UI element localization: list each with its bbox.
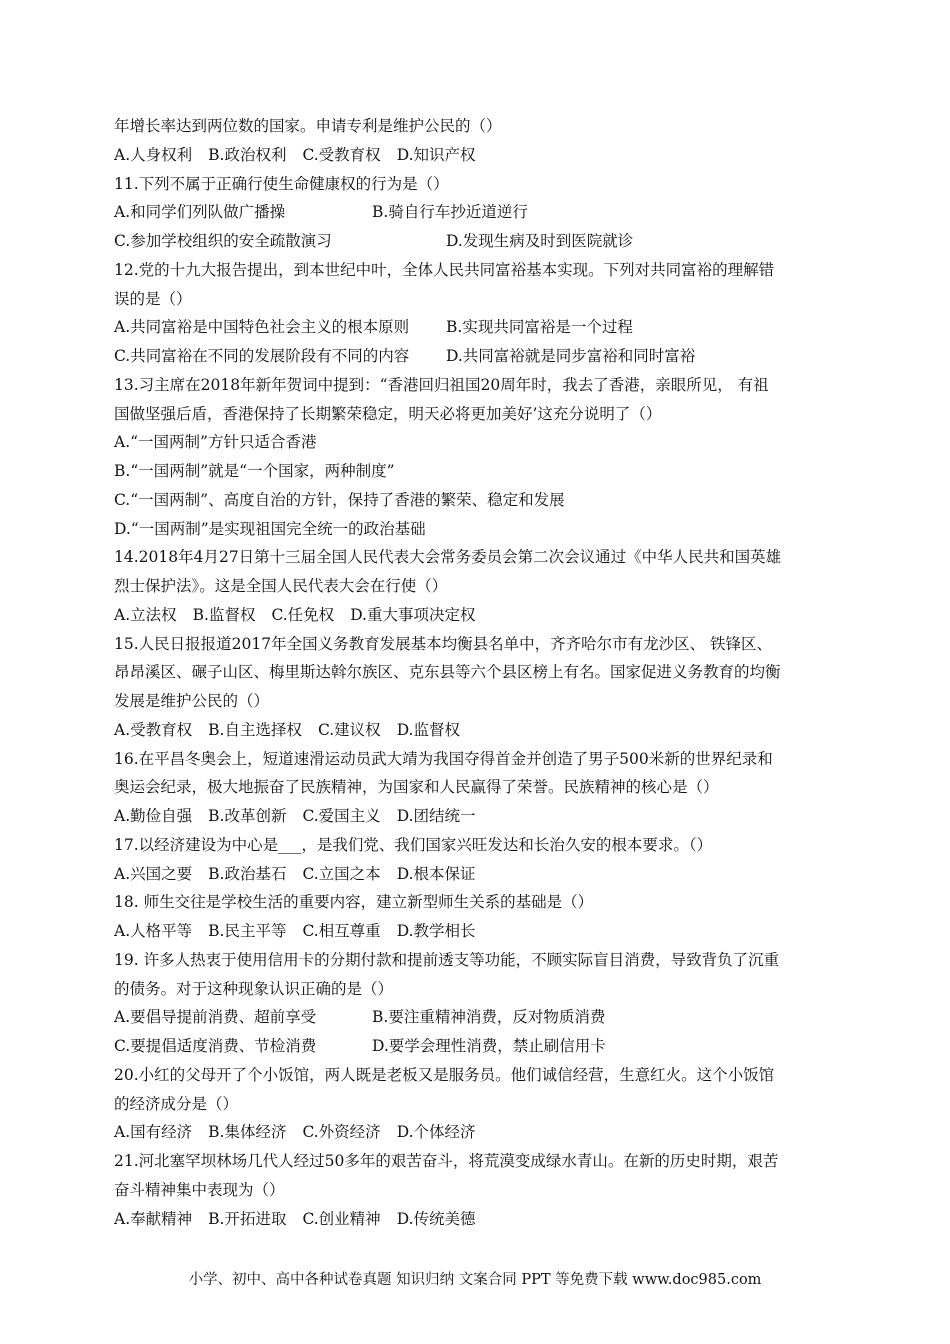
text-line: 烈士保护法》。这是全国人民代表大会在行使（）: [114, 577, 448, 595]
question-text: 15.人民日报报道2017年全国义务教育发展基本均衡县名单中，齐齐哈尔市有龙沙区、 铁锋区、: [114, 634, 773, 653]
answer-options: [114, 141, 836, 170]
answer-options: [114, 313, 836, 342]
answer-options: [114, 1032, 836, 1061]
answer-option: D.传统美德: [396, 1209, 476, 1228]
answer-option: A.人格平等: [114, 922, 193, 940]
answer-option: C.参加学校组织的安全疏散演习: [114, 232, 332, 250]
text-line: B.“一国两制”就是“一个国家，两种制度”: [114, 462, 395, 480]
answer-option: A.要倡导提前消费、超前享受: [114, 1008, 317, 1027]
question-text: 18. 师生交往是学校生活的重要内容，建立新型师生关系的基础是（）: [114, 893, 594, 912]
answer-option: C.外资经济: [302, 1123, 381, 1142]
answer-option: B.自主选择权: [208, 720, 302, 739]
answer-options: [114, 1205, 836, 1234]
question-text: 19. 许多人热衷于使用信用卡的分期付款和提前透支等功能，不顾实际盲目消费，导致背负了沉重: [114, 950, 780, 969]
answer-option: D.个体经济: [396, 1123, 476, 1142]
answer-option: B.开拓进取: [208, 1209, 287, 1228]
answer-option: D.要学会理性消费，禁止刷信用卡: [372, 1037, 606, 1055]
answer-option: C.创业精神: [302, 1209, 381, 1228]
answer-option: C.受教育权: [302, 145, 381, 164]
answer-option: D.知识产权: [396, 145, 476, 164]
answer-option: D.教学相长: [396, 922, 476, 940]
answer-options: [114, 716, 836, 745]
text-line: 发展是维护公民的（）: [114, 692, 270, 710]
question-text: 17.以经济建设为中心是___，是我们党、我们国家兴旺发达和长治久安的根本要求。（）: [114, 835, 713, 854]
text-line: D.“一国两制”是实现祖国完全统一的政治基础: [114, 519, 426, 538]
question-text: 21.河北塞罕坝林场几代人经过50多年的艰苦奋斗，将荒漠变成绿水青山。在新的历史时期，艰苦: [114, 1152, 779, 1170]
answer-options: [114, 917, 836, 946]
answer-option: A.立法权: [114, 605, 177, 624]
answer-option: B.实现共同富裕是一个过程: [446, 318, 633, 337]
text-line: C.“一国两制”、高度自治的方针，保持了香港的繁荣、稳定和发展: [114, 490, 565, 509]
answer-option: B.改革创新: [208, 807, 287, 825]
text-line: 年增长率达到两位数的国家。申请专利是维护公民的（）: [114, 117, 502, 135]
answer-option: C.相互尊重: [302, 922, 381, 940]
answer-option: B.民主平等: [208, 922, 287, 940]
text-line: 奋斗精神集中表现为（）: [114, 1180, 285, 1199]
page-footer: 小学、初中、高中各种试卷真题 知识归纳 文案合同 PPT 等免费下载 www.doc985.com: [188, 1272, 762, 1288]
answer-option: D.监督权: [396, 720, 460, 739]
answer-option: D.重大事项决定权: [350, 605, 476, 624]
answer-option: A.国有经济: [114, 1123, 193, 1142]
question-text: 13.习主席在2018年新年贺词中提到：“香港回归祖国20周年时，我去了香港，亲眼所见， 有祖: [114, 375, 769, 394]
answer-options: [114, 227, 836, 256]
answer-option: B.政治基石: [208, 864, 287, 883]
answer-option: B.骑自行车抄近道逆行: [372, 203, 528, 222]
answer-options: [114, 198, 836, 227]
answer-option: C.任免权: [271, 605, 335, 624]
answer-options: [114, 802, 836, 831]
answer-option: A.兴国之要: [114, 864, 193, 883]
answer-option: B.监督权: [192, 605, 256, 624]
text-line: 奥运会纪录，极大地振奋了民族精神，为国家和人民赢得了荣誉。民族精神的核心是（）: [114, 778, 719, 797]
answer-options: [114, 601, 836, 630]
answer-option: A.人身权利: [114, 145, 193, 164]
answer-option: B.集体经济: [208, 1123, 287, 1142]
answer-option: B.政治权利: [208, 145, 287, 164]
answer-option: A.奉献精神: [114, 1209, 193, 1228]
answer-option: D.发现生病及时到医院就诊: [446, 232, 634, 250]
answer-options: [114, 1118, 836, 1147]
answer-options: [114, 1003, 836, 1032]
question-text: 20.小红的父母开了个小饭馆，两人既是老板又是服务员。他们诚信经营，生意红火。这个小饭馆: [114, 1065, 775, 1084]
answer-options: [114, 860, 836, 889]
question-text: 12.党的十九大报告提出，到本世纪中叶，全体人民共同富裕基本实现。下列对共同富裕的理解错: [114, 260, 775, 279]
answer-option: C.要提倡适度消费、节检消费: [114, 1037, 317, 1055]
answer-option: C.建议权: [317, 720, 381, 739]
answer-option: D.共同富裕就是同步富裕和同时富裕: [446, 347, 696, 365]
answer-option: D.团结统一: [396, 807, 476, 825]
answer-options: [114, 342, 836, 371]
answer-option: D.根本保证: [396, 864, 476, 883]
answer-option: A.勤俭自强: [114, 807, 193, 825]
question-text: 16.在平昌冬奥会上，短道速滑运动员武大靖为我国夺得首金并创造了男子500米新的世界纪录和: [114, 749, 773, 768]
text-line: 的债务。对于这种现象认识正确的是（）: [114, 979, 394, 998]
answer-option: C.立国之本: [302, 864, 381, 883]
text-line: 误的是（）: [114, 289, 192, 308]
question-text: 14.2018年4月27日第十三届全国人民代表大会常务委员会第二次会议通过《中华人民共和国英雄: [114, 548, 782, 567]
answer-option: A.共同富裕是中国特色社会主义的根本原则: [114, 318, 410, 337]
text-line: 昂昂溪区、碾子山区、梅里斯达斡尔族区、克东县等六个县区榜上有名。国家促进义务教育的均衡: [114, 663, 781, 682]
answer-option: C.共同富裕在不同的发展阶段有不同的内容: [114, 347, 410, 365]
question-text: 11.下列不属于正确行使生命健康权的行为是（）: [114, 174, 449, 193]
document-body: [114, 112, 836, 1233]
text-line: 的经济成分是（）: [114, 1094, 239, 1113]
text-line: 国做坚强后盾，香港保持了长期繁荣稳定，明天必将更加美好’这充分说明了（）: [114, 404, 662, 423]
text-line: A.“一国两制”方针只适合香港: [114, 433, 317, 452]
answer-option: A.和同学们列队做广播操: [114, 203, 286, 222]
answer-option: B.要注重精神消费，反对物质消费: [372, 1008, 606, 1027]
answer-option: A.受教育权: [114, 720, 193, 739]
answer-option: C.爱国主义: [302, 807, 381, 825]
